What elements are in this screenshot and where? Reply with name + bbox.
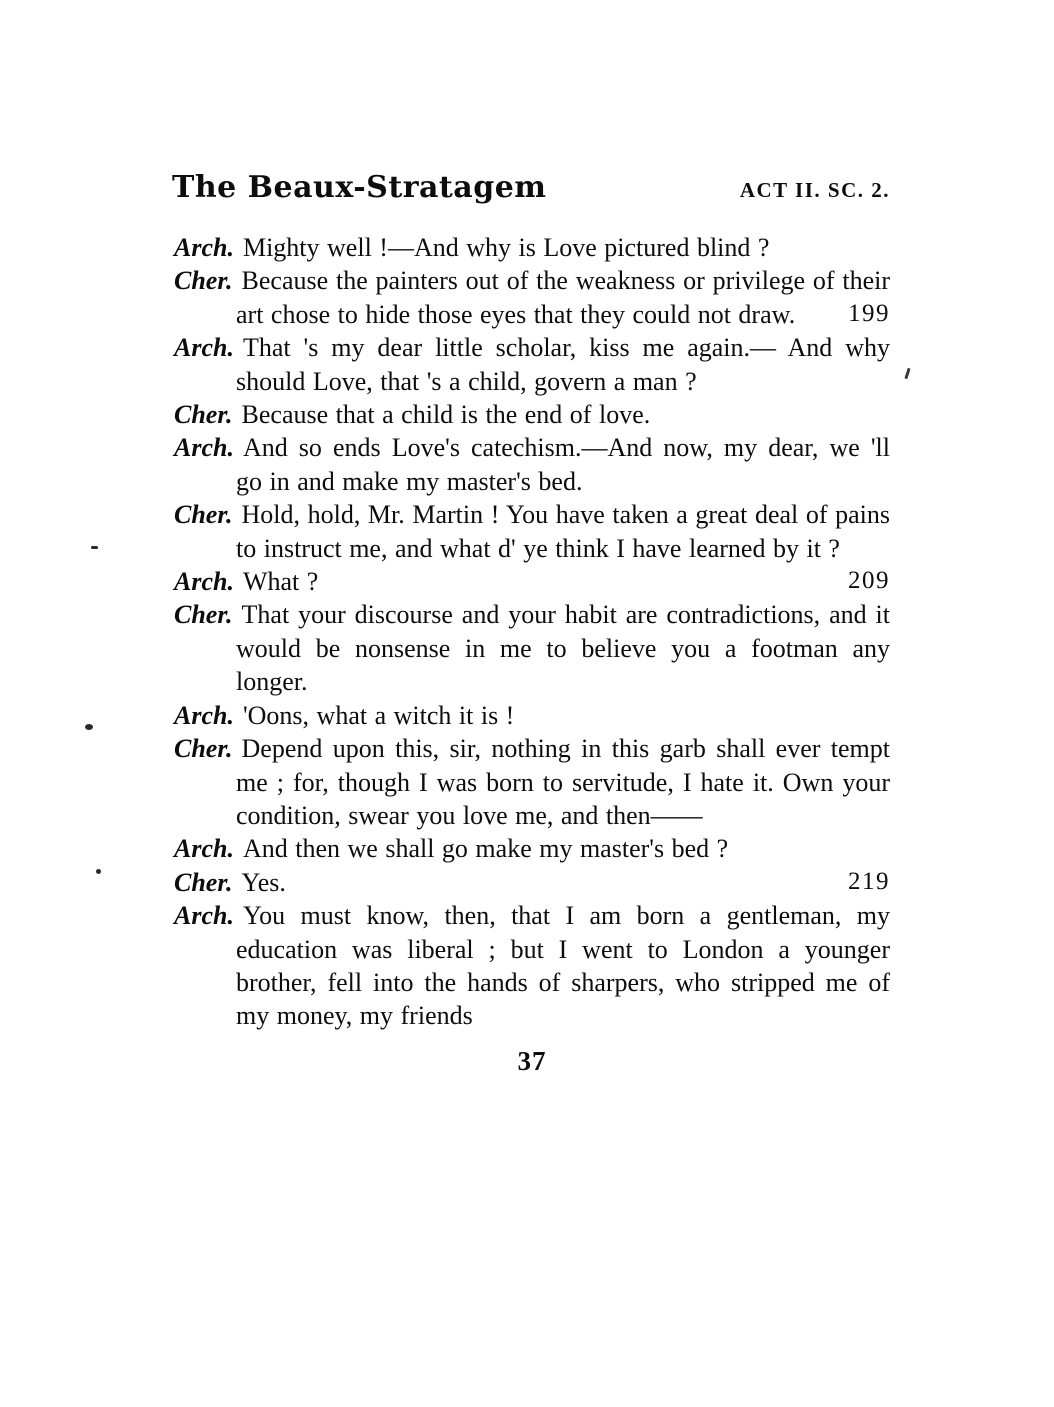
speaker-name: Arch.	[174, 433, 234, 463]
running-title: The Beaux-Stratagem	[172, 170, 547, 205]
speech	[174, 565, 890, 598]
speech-text: That 's my dear little scholar, kiss me again.— And why should Love, that 's a child, govern a man ?	[236, 333, 890, 396]
speech-text: Yes.	[241, 867, 286, 897]
speech	[174, 866, 890, 899]
speech-text: Hold, hold, Mr. Martin ! You have taken a great deal of pains to instruct me, and what d' ye think I have learned by it ?	[236, 500, 890, 563]
speech-text: 'Oons, what a witch it is !	[242, 700, 515, 730]
speaker-name: Arch.	[174, 834, 234, 864]
speech	[174, 699, 890, 732]
speaker-name: Cher.	[174, 266, 233, 296]
speaker-name: Cher.	[174, 734, 233, 764]
speaker-name: Arch.	[174, 700, 234, 730]
speech	[174, 598, 890, 698]
speech-text: And so ends Love's catechism.—And now, my dear, we 'll go in and make my master's bed.	[236, 433, 890, 496]
line-number: 199	[848, 299, 890, 327]
speech-text: Because the painters out of the weakness or privilege of their art chose to hide those eyes that they could not draw.	[236, 266, 890, 329]
speaker-name: Cher.	[174, 867, 233, 897]
speech-text: And then we shall go make my master's bed ?	[242, 834, 729, 864]
scan-artifact	[85, 724, 93, 730]
line-number: 219	[848, 867, 890, 895]
speech	[174, 732, 890, 832]
speech-text: That your discourse and your habit are contradictions, and it would be nonsense in me to believe you a footman any longer.	[236, 600, 890, 697]
speech	[174, 431, 890, 498]
speech	[174, 498, 890, 565]
speaker-name: Cher.	[174, 400, 233, 430]
speech	[174, 832, 890, 865]
scan-artifact	[91, 546, 98, 549]
scan-artifact	[96, 869, 101, 874]
speech-text: What ?	[242, 567, 319, 597]
speech	[174, 264, 890, 331]
speaker-name: Arch.	[174, 233, 234, 262]
speech-text: You must know, then, that I am born a gentleman, my education was liberal ; but I went to London a younger brother, fell into the hands of sharpers, who stripped me of my money, my friends	[236, 901, 890, 1031]
speech	[174, 899, 890, 1033]
line-number: 209	[848, 567, 890, 595]
speaker-name: Arch.	[174, 333, 234, 363]
speech	[174, 398, 890, 431]
speaker-name: Cher.	[174, 600, 233, 630]
page-number: 37	[517, 1045, 547, 1076]
act-scene-label: ACT II. SC. 2.	[739, 178, 890, 202]
speaker-name: Arch.	[174, 567, 234, 597]
speech-text: Depend upon this, sir, nothing in this garb shall ever tempt me ; for, though I was born to servitude, I hate it. Own your condition, swear you love me, and then——	[236, 734, 890, 830]
speech-text: Because that a child is the end of love.	[241, 400, 651, 430]
speech-list	[174, 231, 890, 1077]
speaker-name: Cher.	[174, 500, 233, 530]
speech	[174, 331, 890, 398]
page-header	[172, 170, 890, 205]
speech	[174, 231, 890, 264]
speech-text: Mighty well !—And why is Love pictured blind ?	[242, 233, 770, 262]
scan-artifact	[904, 368, 910, 379]
speaker-name: Arch.	[174, 901, 234, 931]
